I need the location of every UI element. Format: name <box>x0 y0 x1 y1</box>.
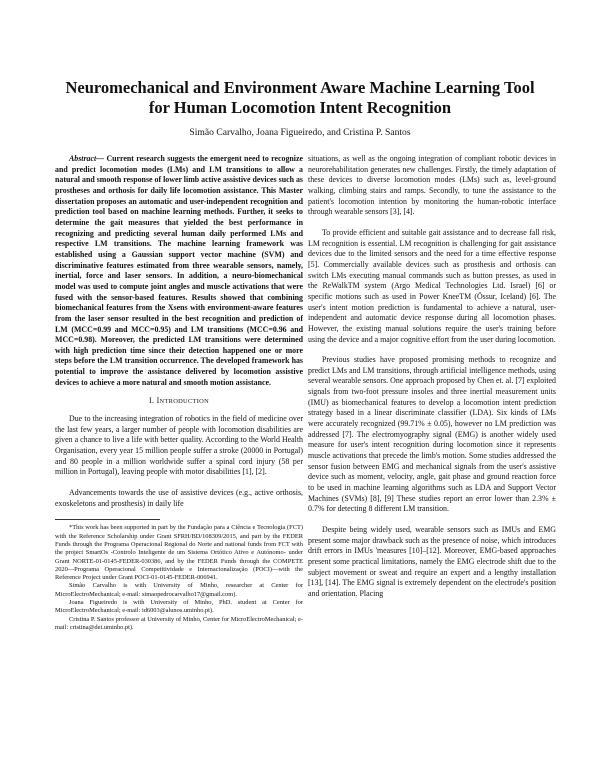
footnote-divider <box>55 519 160 520</box>
section-title-initial: I <box>156 396 160 406</box>
intro-paragraph-5: Despite being widely used, wearable sensors such as IMUs and EMG present some major drawback such as the presence of noise, which introduces drift errors in IMUs 'measures [10]–[12]. Moreover, EMG-based approaches present some practical limitations, namely the EMG electrode shift due to the subject movement or sweat and require an expert and a lengthy installation [13], [14]. The EMG signal is extremely dependent on the electrode's position and orientation. Placing <box>308 525 556 598</box>
author-list: Simão Carvalho, Joana Figueiredo, and Cristina P. Santos <box>189 127 411 138</box>
footnote-author-2: Joana Figueiredo is with University of Minho, PhD. student at Center for MicroElectroMechanical; e-mail: id6003@alunos.uminho.pt). <box>55 599 303 615</box>
right-column <box>308 154 556 600</box>
abstract <box>55 154 303 388</box>
footnote-author-3: Cristina P. Santos professor at University of Minho, Center for MicroElectroMechanical; e-mail: cristina@dei.uminho.pt). <box>55 615 303 631</box>
footnote-author-1: Simão Carvalho is with University of Minho, researcher at Center for MicroElectroMechanical; e-mail: simaopedrocarvalho17@gmail.com). <box>55 582 303 598</box>
paper-title-line-2: for Human Locomotion Intent Recognition <box>148 98 452 117</box>
left-column <box>55 154 303 632</box>
intro-paragraph-4: Previous studies have proposed promising methods to recognize and predict LMs and LM transitions, through artificial intelligence methods, using several wearable sensors. One approach proposed by Chen et. al. [7] exploited signals from two-foot pressure insoles and three inertial measurement units (IMU) as biomechanical features to develop a locomotion intent prediction strategy based in a linear discriminate classifier (LDA). Six kinds of LMs were accurately recognized (99.71% ± 0.05), however no LM prediction was addressed [7]. The electromyography signal (EMG) is another widely used measure for user's intent recognition during locomotion since it represents muscle activations that precede the limb's motion. Some studies addressed the sensor fusion between EMG and mechanical signals from the user's assistive device such as moment, velocity, angle, gait phase and ground reaction force to be used in machine learning algorithms such as LDA and Support Vector Machines (SVMs) [8], [9] These studies report an error lower than 2.3% ± 0.7% for detecting 8 different LM transition. <box>308 355 556 514</box>
abstract-label: Abstract— <box>69 154 105 163</box>
paper-title-line-1: Neuromechanical and Environment Aware Machine Learning Tool <box>65 78 535 97</box>
paper-title <box>40 78 560 118</box>
section-heading-introduction <box>55 396 303 408</box>
intro-paragraph-continued: situations, as well as the ongoing integration of compliant robotic devices in neurorehabilitation generates new challenges. Firstly, the timely adaptation of these devices to diverse locomotion modes (LMs) such as, level-ground walking, climbing stairs and ramps. Secondly, to tune the assistance to the patient's locomotion intention by monitoring the human-robotic interface through wearable sensors [3], [4]. <box>308 154 556 217</box>
intro-paragraph-3: To provide efficient and suitable gait assistance and to decrease fall risk, LM recognition is essential. LM recognition is challenging for gait assistance devices due to the limited sensors and the need for a time effective response [5]. Commercially available devices such as prosthesis and orthosis can switch LMs executing manual commands such as button presses, as used in the ReWalkTM system (Argo Medical Technologies Ltd. Israel) [6] or specific motions such as used in Power KneeTM (Össur, Iceland) [6]. The user's intent motion prediction is fundamental to achieve a natural, user-independent and automatic device response during all locomotion phases. However, the existing manual solutions require the user's training before using the device and a major cognitive effort from the user during locomotion. <box>308 227 556 344</box>
section-number: I. <box>149 396 155 406</box>
footnote-funding: *This work has been supported in part by the Fundação para a Ciência e Tecnologia (FCT) with the Reference Scholarship under Grant SFRH/BD/108309/2015, and part by the FEDER Funds through the Programa Operacional Regional do Norte and national funds from FCT with the project SmartOs -Controlo Inteligente de um Sistema Ortótico Ativo e Autónomo- under Grant NORTE-01-0145-FEDER-030386, and by the FEDER Funds through the COMPETE 2020—Programa Operacional Competitividade e Internacionalização (POCI)—with the Reference Project under Grant POCI-01-0145-FEDER-006941. <box>55 524 303 582</box>
abstract-text: Current research suggests the emergent need to recognize and predict locomotion modes (LMs) and LM transitions to allow a natural and smooth response of lower limb active assistive devices such as prostheses and orthosis for daily life locomotion assistance. This Master dissertation proposes an automatic and user-independent recognition and prediction tool based on machine learning methods. Further, it seeks to determine the gait measures that yielded the best performance in recognizing and predicting several human daily performed LMs and respective LM transitions. The machine learning framework was established using a Gaussian support vector machine (SVM) and discriminative features estimated from three wearable sensors, namely, inertial, force and laser sensors. In addition, a neuro-biomechanical model was used to compute joint angles and muscle activations that were fused with the sensor-based features. Results showed that combining biomechanical features from the Xsens with environment-aware features from the laser sensor resulted in the best recognition and prediction of LM (MCC=0.99 and MCC=0.95) and LM transitions (MCC=0.96 and MCC=0.98). Moreover, the predicted LM transitions were determined with high prediction time since their detection happened one or more steps before the LM transition occurrence. The developed framework has potential to improve the assistance delivered by locomotion assistive devices to achieve a more natural and smooth motion assistance. <box>55 154 303 387</box>
intro-paragraph-1: Due to the increasing integration of robotics in the field of medicine over the last few years, a larger number of people with locomotion disabilities are given a chance to live a life with better quality. According to the World Health Organisation, every year 15 million people suffer a stroke (20000 in Portugal) and 80 people in a million worldwide suffer a spinal cord injury (58 per million in Portugal), leaving people with motor disabilities [1], [2]. <box>55 414 303 477</box>
intro-paragraph-2: Advancements towards the use of assistive devices (e.g., active orthosis, exoskeletons and prosthesis) in daily life <box>55 488 303 508</box>
section-title-rest: NTRODUCTION <box>159 398 209 406</box>
